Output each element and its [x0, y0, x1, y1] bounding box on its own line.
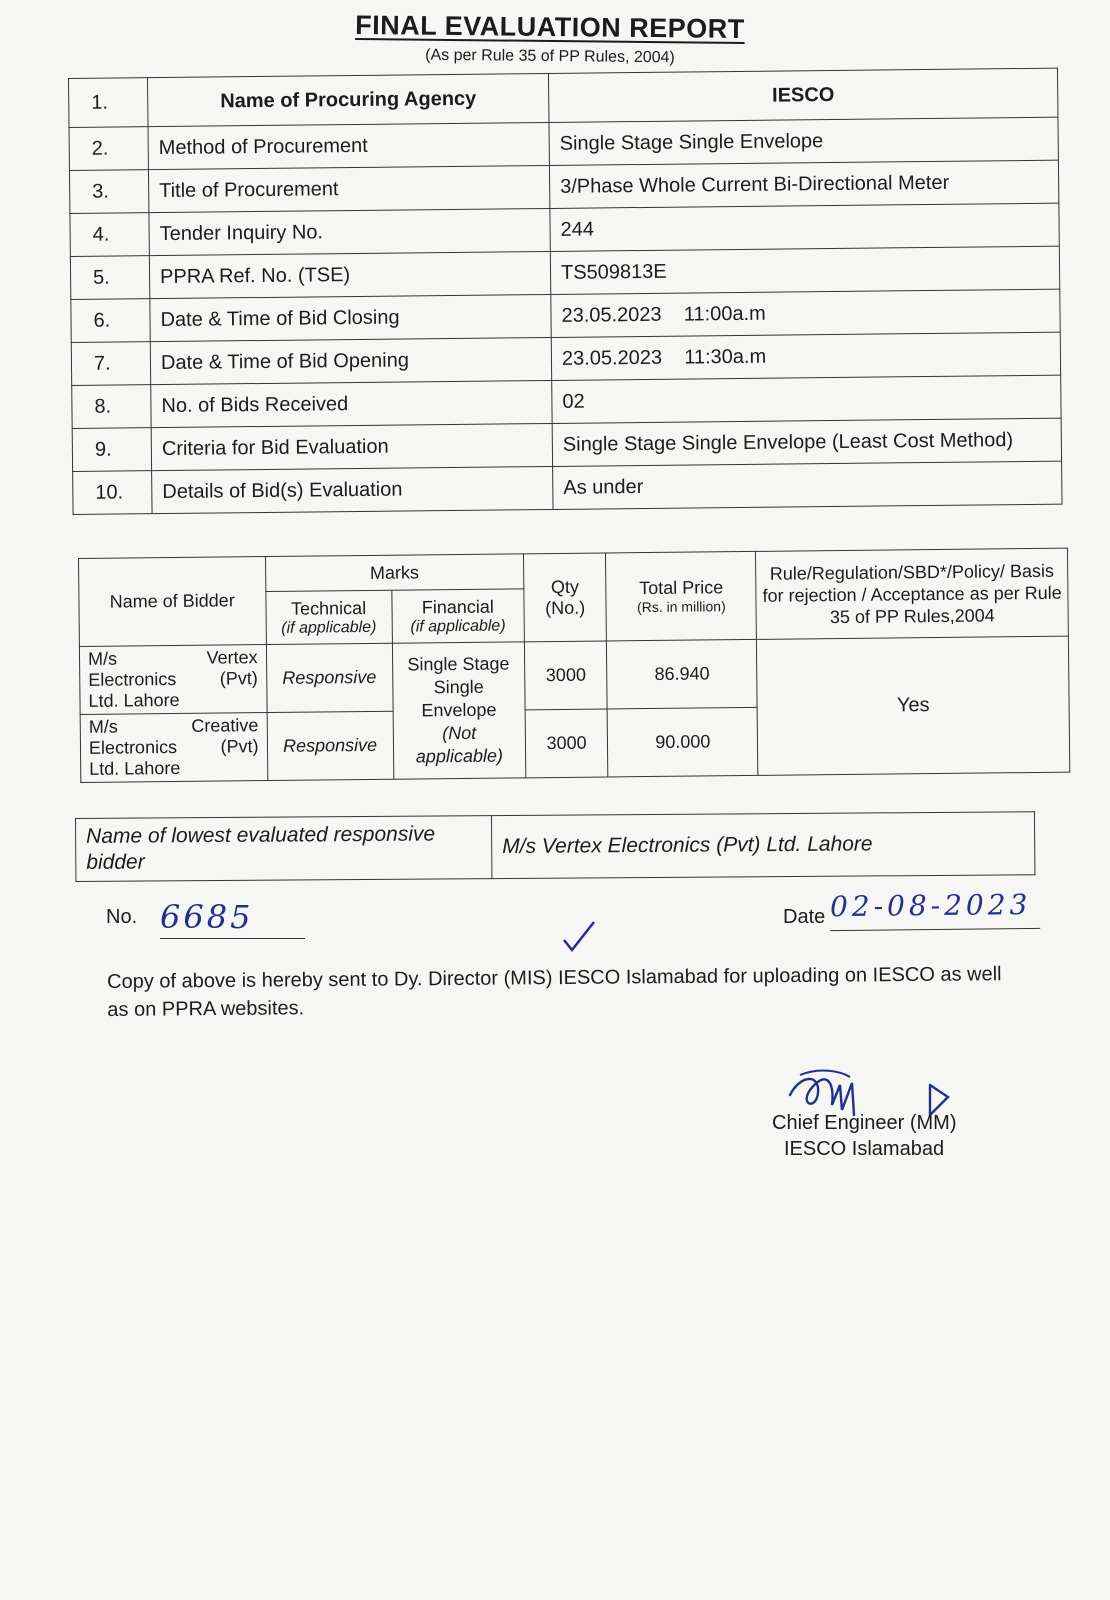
rule-acceptance: Yes	[757, 636, 1070, 775]
bidder-name-part: Vertex	[206, 647, 258, 668]
financial-method: Single Stage Single Envelope	[407, 653, 510, 721]
header-marks: Marks	[265, 554, 524, 592]
header-qty	[523, 553, 606, 642]
row-number: 8.	[72, 385, 151, 429]
lowest-bidder-value: M/s Vertex Electronics (Pvt) Ltd. Lahore	[491, 812, 1034, 879]
copy-distribution-note: Copy of above is hereby sent to Dy. Director (MIS) IESCO Islamabad for uploading on IESCO as well as on PPRA websites.	[107, 963, 1002, 1021]
bid-qty: 3000	[525, 709, 608, 778]
header-name-of-bidder: Name of Bidder	[79, 557, 266, 647]
signatory-title: Chief Engineer (MM)	[772, 1112, 957, 1134]
technical-status: Responsive	[267, 711, 394, 780]
bidder-name-part: Electronics	[88, 736, 178, 758]
row-number: 6.	[71, 299, 150, 343]
header-financial	[391, 589, 524, 643]
row-number: 3.	[69, 170, 148, 214]
row-number: 10.	[73, 471, 152, 515]
procurement-info-table	[68, 68, 1063, 515]
bid-evaluation-table	[78, 548, 1070, 783]
bid-row	[79, 636, 1069, 714]
header-technical-label: Technical	[290, 597, 367, 619]
header-total-price-unit: (Rs. in million)	[636, 598, 726, 616]
row-label: Criteria for Bid Evaluation	[151, 423, 552, 470]
reference-number-handwritten: 6685	[160, 898, 254, 936]
bidder-name-part: M/s	[88, 716, 118, 737]
header-technical-note: (if applicable)	[281, 618, 377, 637]
bid-total-price: 90.000	[607, 707, 758, 777]
header-technical	[265, 590, 392, 644]
reference-number-field	[160, 898, 305, 939]
row-number: 5.	[70, 256, 149, 300]
row-value: 23.05.2023 11:30a.m	[551, 332, 1060, 380]
financial-status	[392, 642, 526, 779]
row-number: 7.	[71, 342, 150, 386]
bid-total-price: 86.940	[607, 639, 758, 709]
report-subtitle: (As per Rule 35 of PP Rules, 2004)	[425, 46, 675, 67]
row-number: 1.	[69, 78, 149, 128]
lowest-bidder-label: Name of lowest evaluated responsive bidder	[76, 816, 492, 882]
header-financial-label: Financial	[421, 596, 494, 617]
row-value: 244	[550, 203, 1059, 251]
row-label: Title of Procurement	[148, 165, 549, 212]
header-qty-unit: (No.)	[545, 597, 586, 618]
row-label: Date & Time of Bid Closing	[150, 294, 551, 341]
report-title: FINAL EVALUATION REPORT	[355, 9, 745, 45]
row-value: TS509813E	[550, 246, 1059, 294]
row-label: No. of Bids Received	[151, 380, 552, 427]
lowest-bidder-table	[75, 811, 1035, 882]
bidder-name-part: (Pvt)	[219, 668, 258, 689]
bidder-name	[80, 713, 267, 783]
info-row	[73, 461, 1062, 514]
row-number: 4.	[70, 213, 149, 257]
row-label: Date & Time of Bid Opening	[150, 337, 551, 384]
row-label: Name of Procuring Agency	[148, 73, 549, 126]
row-value: Single Stage Single Envelope	[549, 117, 1058, 165]
signatory-office: IESCO Islamabad	[784, 1138, 945, 1160]
date-label: Date	[783, 906, 826, 928]
row-label: PPRA Ref. No. (TSE)	[149, 251, 550, 298]
row-value: 3/Phase Whole Current Bi-Directional Meter	[549, 160, 1058, 208]
bidder-name-part: Ltd. Lahore	[88, 689, 180, 711]
bid-header-row	[79, 548, 1068, 593]
bidder-name	[79, 645, 266, 715]
row-number: 2.	[69, 127, 148, 171]
bid-qty: 3000	[524, 641, 607, 710]
reference-number-label: No.	[106, 906, 138, 928]
technical-status: Responsive	[266, 643, 393, 712]
bidder-name-part: Ltd. Lahore	[89, 757, 181, 779]
row-number: 9.	[72, 428, 151, 472]
row-value: 23.05.2023 11:00a.m	[551, 289, 1060, 337]
check-mark-icon	[560, 918, 600, 958]
lowest-bidder-row	[76, 812, 1035, 882]
bidder-name-part: Electronics	[88, 668, 177, 690]
financial-note: (Not applicable)	[415, 722, 504, 767]
header-total-price-label: Total Price	[639, 577, 724, 599]
header-financial-note: (if applicable)	[410, 617, 506, 636]
bidder-name-part: Creative	[191, 715, 259, 736]
row-value: IESCO	[548, 68, 1057, 122]
row-value: 02	[552, 375, 1061, 423]
row-label: Method of Procurement	[148, 122, 549, 169]
header-rule-basis: Rule/Regulation/SBD*/Policy/ Basis for rejection / Acceptance as per Rule 35 of PP Rules,2004	[756, 548, 1069, 639]
date-field	[830, 888, 1040, 931]
row-label: Tender Inquiry No.	[149, 208, 550, 255]
bidder-name-part: (Pvt)	[220, 736, 259, 757]
row-label: Details of Bid(s) Evaluation	[152, 466, 553, 513]
header-total-price	[606, 551, 757, 641]
row-value: As under	[553, 461, 1062, 509]
header-qty-label: Qty	[550, 576, 580, 597]
bidder-name-part: M/s	[87, 648, 118, 669]
row-value: Single Stage Single Envelope (Least Cost Method)	[552, 418, 1061, 466]
date-handwritten: 02-08-2023	[829, 887, 1032, 924]
